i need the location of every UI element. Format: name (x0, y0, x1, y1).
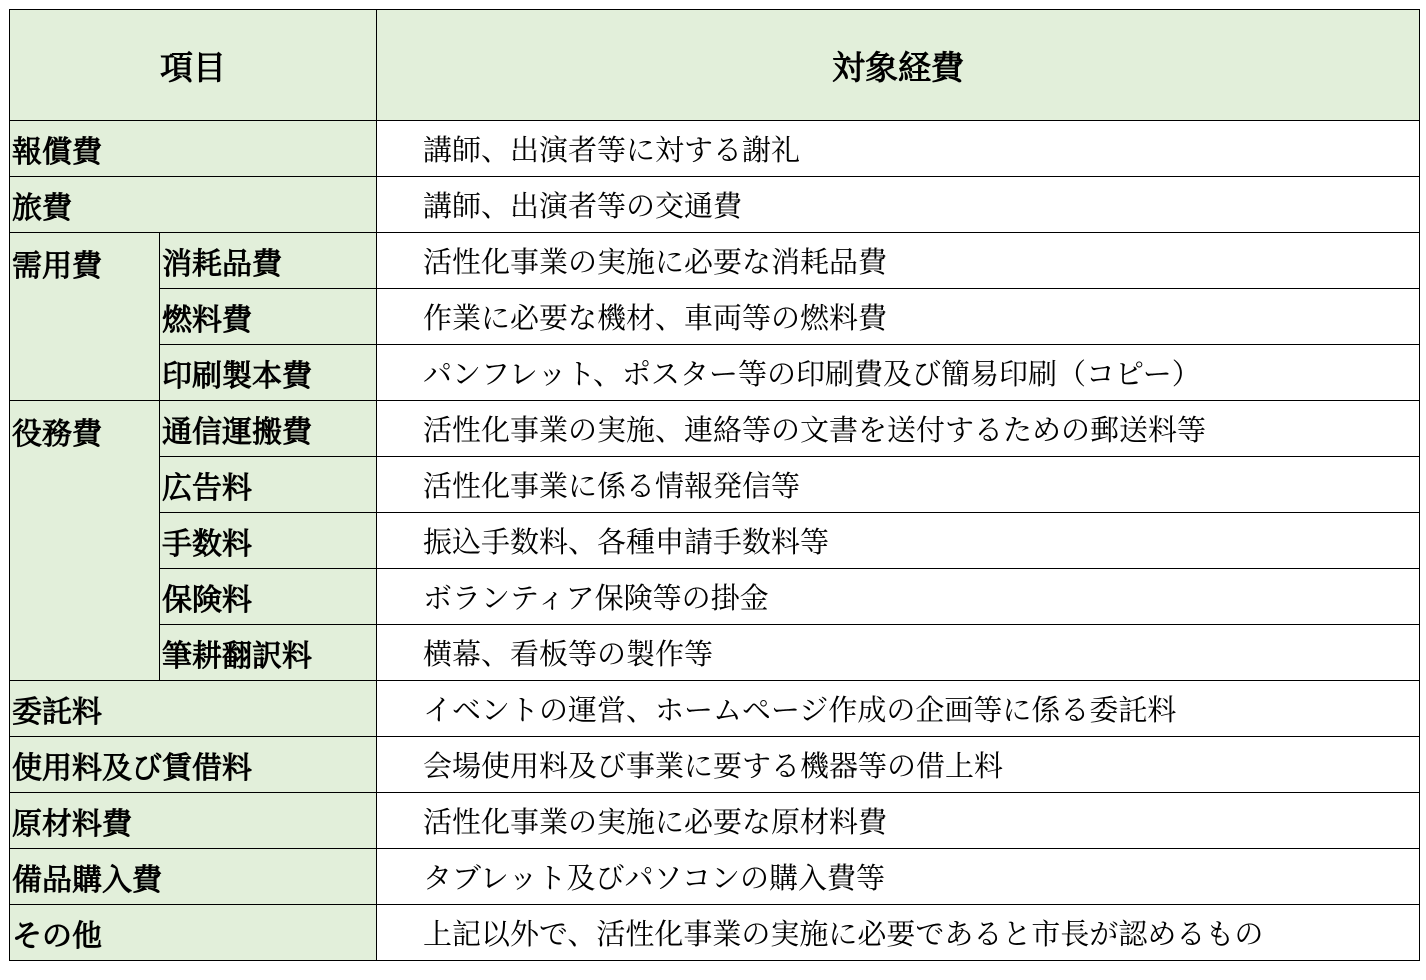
sub-item-cell: 印刷製本費 (160, 345, 377, 401)
table-row (10, 625, 1420, 681)
item-group-cell: 需用費 (10, 233, 160, 401)
description-cell: 活性化事業の実施、連絡等の文書を送付するための郵送料等 (377, 401, 1420, 457)
table-row (10, 681, 1420, 737)
description-cell: パンフレット、ポスター等の印刷費及び簡易印刷（コピー） (377, 345, 1420, 401)
description-cell: イベントの運営、ホームページ作成の企画等に係る委託料 (377, 681, 1420, 737)
item-cell: 備品購入費 (10, 849, 377, 905)
expense-table (9, 9, 1420, 961)
sub-item-cell: 筆耕翻訳料 (160, 625, 377, 681)
description-cell: 活性化事業の実施に必要な原材料費 (377, 793, 1420, 849)
description-cell: 上記以外で、活性化事業の実施に必要であると市長が認めるもの (377, 905, 1420, 961)
table-row (10, 121, 1420, 177)
item-cell: 旅費 (10, 177, 377, 233)
table-row (10, 345, 1420, 401)
description-cell: 振込手数料、各種申請手数料等 (377, 513, 1420, 569)
description-cell: 講師、出演者等に対する謝礼 (377, 121, 1420, 177)
sub-item-cell: 保険料 (160, 569, 377, 625)
sub-item-cell: 通信運搬費 (160, 401, 377, 457)
item-cell: その他 (10, 905, 377, 961)
sub-item-cell: 広告料 (160, 457, 377, 513)
description-cell: ボランティア保険等の掛金 (377, 569, 1420, 625)
table-row (10, 905, 1420, 961)
sub-item-cell: 手数料 (160, 513, 377, 569)
description-cell: 活性化事業に係る情報発信等 (377, 457, 1420, 513)
expense-table-container (9, 9, 1420, 961)
description-cell: 作業に必要な機材、車両等の燃料費 (377, 289, 1420, 345)
table-row (10, 737, 1420, 793)
table-row (10, 401, 1420, 457)
table-header-row (10, 10, 1420, 121)
table-row (10, 289, 1420, 345)
sub-item-cell: 消耗品費 (160, 233, 377, 289)
description-cell: 活性化事業の実施に必要な消耗品費 (377, 233, 1420, 289)
sub-item-cell: 燃料費 (160, 289, 377, 345)
table-row (10, 569, 1420, 625)
item-cell: 原材料費 (10, 793, 377, 849)
table-row (10, 513, 1420, 569)
header-item: 項目 (10, 10, 377, 121)
item-cell: 報償費 (10, 121, 377, 177)
item-cell: 使用料及び賃借料 (10, 737, 377, 793)
header-target-expense: 対象経費 (377, 10, 1420, 121)
item-cell: 委託料 (10, 681, 377, 737)
description-cell: 会場使用料及び事業に要する機器等の借上料 (377, 737, 1420, 793)
description-cell: 講師、出演者等の交通費 (377, 177, 1420, 233)
item-group-cell: 役務費 (10, 401, 160, 681)
table-row (10, 793, 1420, 849)
table-row (10, 457, 1420, 513)
description-cell: タブレット及びパソコンの購入費等 (377, 849, 1420, 905)
description-cell: 横幕、看板等の製作等 (377, 625, 1420, 681)
table-row (10, 233, 1420, 289)
table-row (10, 177, 1420, 233)
table-row (10, 849, 1420, 905)
